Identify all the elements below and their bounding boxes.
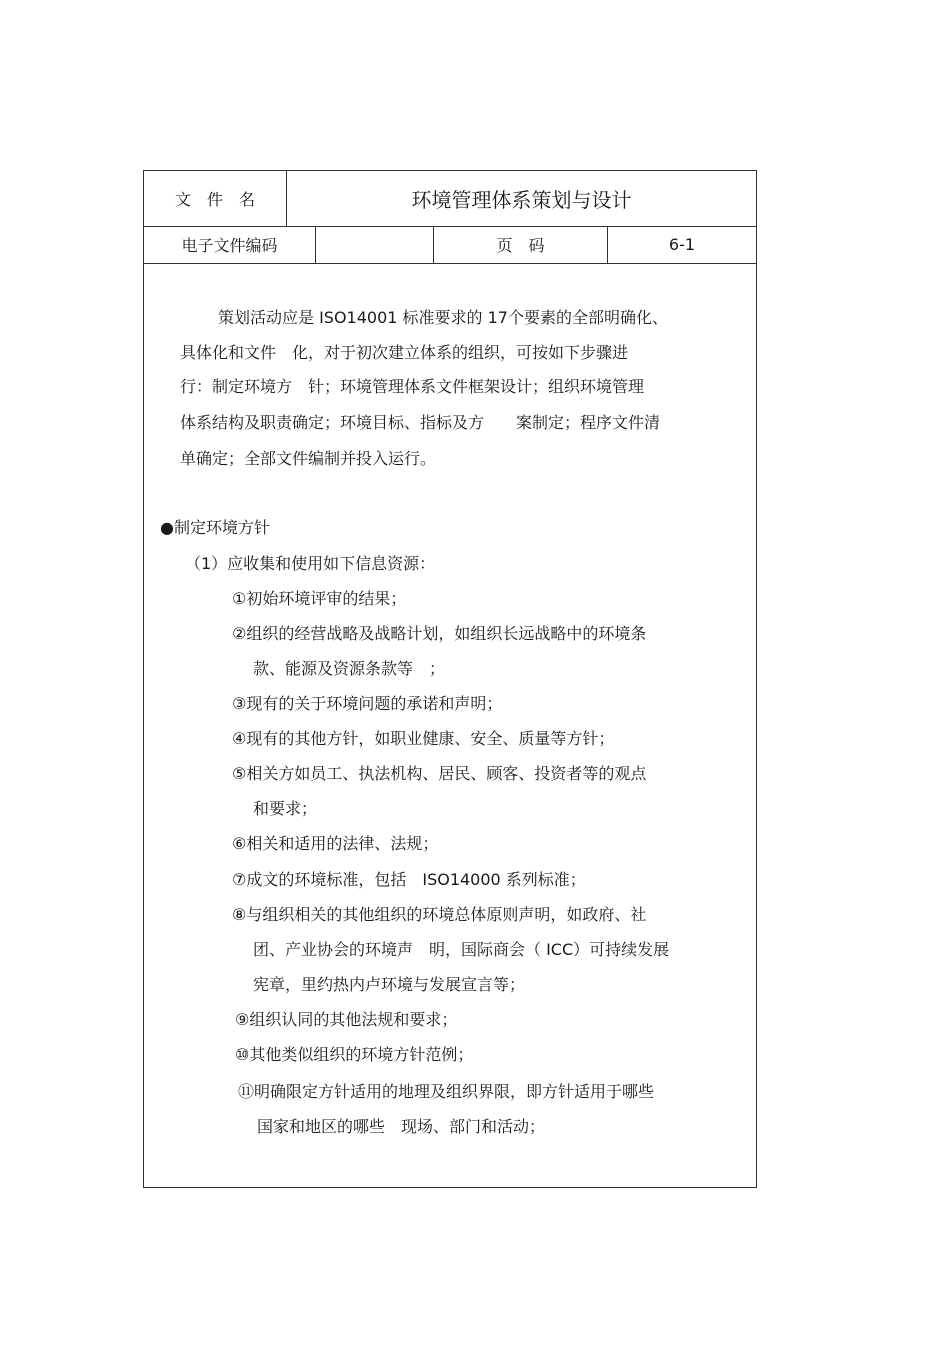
document-title: 环境管理体系策划与设计	[411, 188, 632, 212]
list-item: ②组织的经营战略及战略计划，如组织长远战略中的环境条	[232, 624, 647, 643]
intro-line: 体系结构及职责确定；环境目标、指标及方 案制定；程序文件清	[180, 413, 661, 432]
subsection-title: （1）应收集和使用如下信息资源：	[185, 554, 436, 573]
list-item: ⑥相关和适用的法律、法规；	[232, 834, 439, 853]
list-item: ⑪明确限定方针适用的地理及组织界限，即方针适用于哪些	[238, 1082, 655, 1101]
intro-line: 行：制定环境方 针；环境管理体系文件框架设计；组织环境管理	[180, 377, 645, 396]
list-item: ④现有的其他方针，如职业健康、安全、质量等方针；	[232, 729, 615, 748]
list-item: 和要求；	[253, 799, 318, 818]
page-label: 页 码	[434, 226, 608, 263]
list-item: ⑦成文的环境标准，包括 ISO14000 系列标准；	[232, 870, 586, 889]
list-item: ③现有的关于环境问题的承诺和声明；	[232, 694, 503, 713]
page-value: 6-1	[668, 235, 696, 254]
header-row-1	[144, 171, 756, 227]
list-item: ⑤相关方如员工、执法机构、居民、顾客、投资者等的观点	[232, 764, 647, 783]
list-item: ⑩其他类似组织的环境方针范例；	[235, 1045, 474, 1064]
intro-line: 策划活动应是 ISO14001 标准要求的 17个要素的全部明确化、	[218, 308, 668, 327]
list-item: ⑨组织认同的其他法规和要求；	[235, 1010, 458, 1029]
e-file-code-label: 电子文件编码	[144, 226, 316, 263]
header-row-2	[144, 226, 756, 264]
list-item: ⑧与组织相关的其他组织的环境总体原则声明，如政府、社	[232, 905, 647, 924]
section-title: ●制定环境方针	[160, 518, 270, 537]
e-file-code-value	[316, 226, 434, 263]
file-name-label: 文 件 名	[144, 171, 287, 226]
list-item: 国家和地区的哪些 现场、部门和活动；	[257, 1117, 546, 1136]
list-item: 宪章，里约热内卢环境与发展宣言等；	[253, 975, 526, 994]
list-item: 款、能源及资源条款等 ；	[253, 659, 446, 678]
intro-line: 单确定；全部文件编制并投入运行。	[180, 449, 437, 468]
list-item: 团、产业协会的环境声 明，国际商会（ ICC）可持续发展	[253, 940, 670, 959]
list-item: ①初始环境评审的结果；	[232, 589, 407, 608]
intro-line: 具体化和文件 化，对于初次建立体系的组织，可按如下步骤进	[180, 343, 629, 362]
